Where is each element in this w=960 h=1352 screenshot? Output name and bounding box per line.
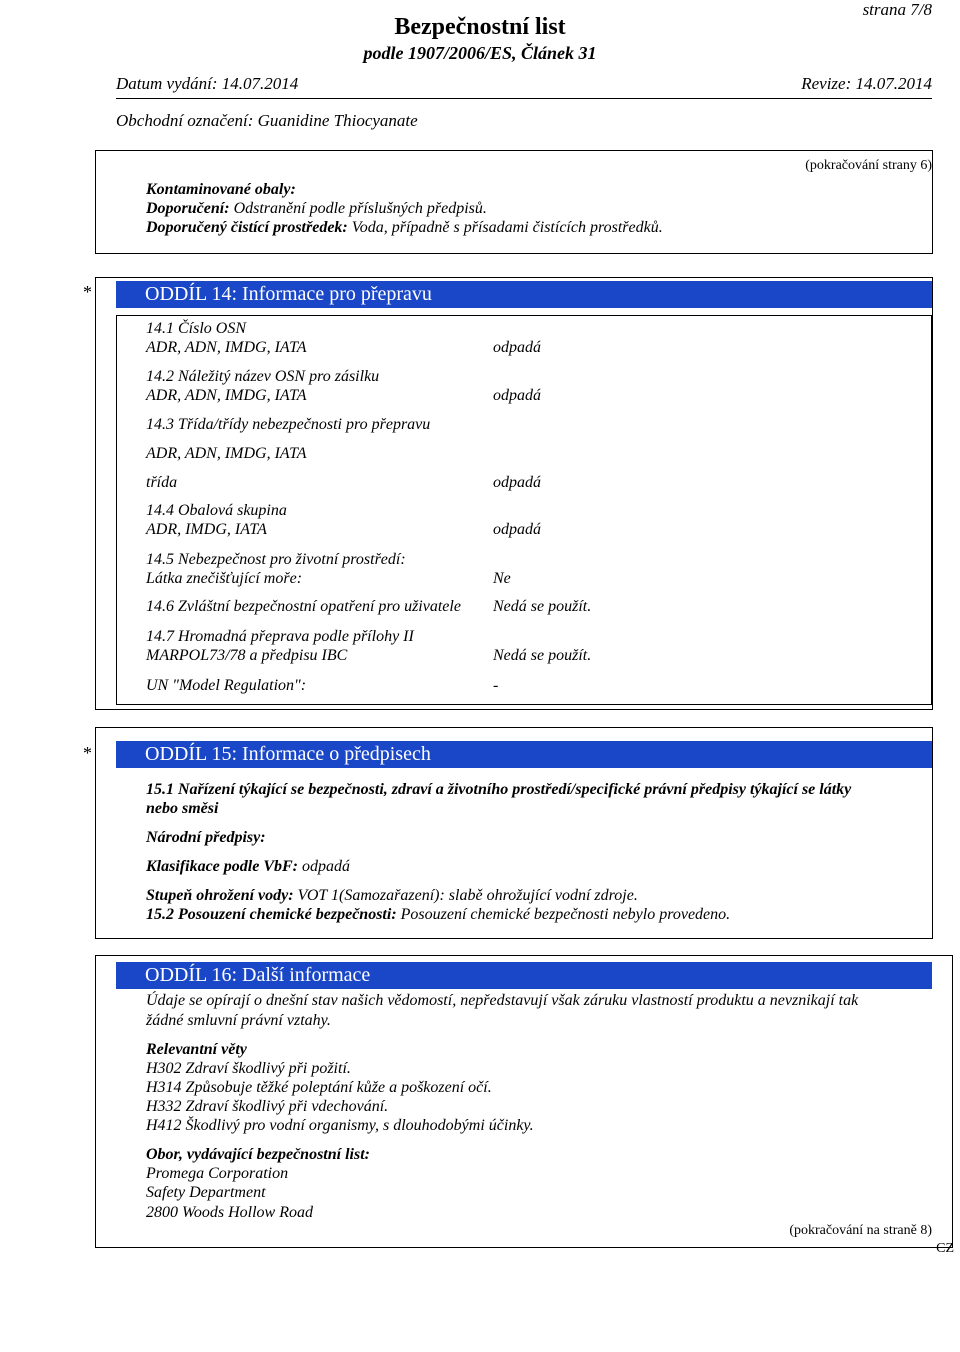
- relevant-phrases-heading: Relevantní věty: [146, 1041, 247, 1058]
- cleaning-agent-label: Doporučený čistící prostředek:: [146, 219, 348, 236]
- regulations-title-line2: nebo směsi: [146, 800, 219, 817]
- bulk-transport-title: 14.7 Hromadná přeprava podle přílohy II: [146, 628, 414, 645]
- issue-date: Datum vydání: 14.07.2014: [116, 74, 299, 93]
- recommendation-label: Doporučení:: [146, 200, 230, 217]
- language-code: CZ: [936, 1241, 954, 1256]
- bulk-transport-value: Nedá se použít.: [493, 647, 592, 664]
- phrase-h332: H332 Zdraví škodlivý při vdechování.: [146, 1098, 389, 1115]
- page-number: strana 7/8: [862, 0, 932, 19]
- chemical-safety-value: Posouzení chemické bezpečnosti nebylo provedeno.: [396, 906, 731, 923]
- revision-date: Revize: 14.07.2014: [801, 74, 932, 93]
- phrase-h314: H314 Způsobuje těžké poleptání kůže a poškození očí.: [146, 1079, 492, 1096]
- disclaimer-line2: žádné smluvní právní vztahy.: [146, 1012, 331, 1029]
- cleaning-agent-line: [146, 219, 663, 237]
- hazard-class-title: 14.3 Třída/třídy nebezpečnosti pro přepravu: [146, 416, 431, 433]
- issuer-address: 2800 Woods Hollow Road: [146, 1204, 313, 1221]
- cleaning-agent-value: Voda, případně s přísadami čistících prostředků.: [347, 219, 663, 236]
- un-number-value: odpadá: [493, 339, 541, 356]
- marine-pollutant-value: Ne: [493, 570, 511, 587]
- header-divider: [116, 98, 932, 99]
- bulk-transport-sub: MARPOL73/78 a předpisu IBC: [146, 647, 348, 664]
- regulations-title-line1: 15.1 Nařízení týkající se bezpečnosti, zdraví a životního prostředí/specifické právní předpisy týkající se látky: [146, 781, 852, 798]
- continuation-to: (pokračování na straně 8): [789, 1223, 932, 1238]
- issuer-company: Promega Corporation: [146, 1165, 289, 1182]
- un-number-title: 14.1 Číslo OSN: [146, 320, 247, 337]
- document-subtitle: podle 1907/2006/ES, Článek 31: [363, 43, 597, 63]
- un-model-regulation-value: -: [493, 677, 499, 694]
- shipping-name-title: 14.2 Náležitý název OSN pro zásilku: [146, 368, 380, 385]
- chemical-safety-label: 15.2 Posouzení chemické bezpečnosti:: [146, 906, 397, 923]
- document-title: Bezpečnostní list: [394, 14, 566, 40]
- continuation-from: (pokračování strany 6): [805, 158, 932, 173]
- shipping-name-value: odpadá: [493, 387, 541, 404]
- changed-marker: *: [83, 743, 92, 763]
- trade-name: Obchodní označení: Guanidine Thiocyanate: [116, 111, 418, 130]
- section-15-title: ODDÍL 15: Informace o předpisech: [116, 741, 932, 768]
- changed-marker: *: [83, 282, 92, 302]
- section-14-title: ODDÍL 14: Informace pro přepravu: [116, 281, 932, 308]
- marine-pollutant-label: Látka znečišťující moře:: [146, 570, 303, 587]
- recommendation-line: [146, 200, 487, 218]
- hazard-class-label: třída: [146, 474, 178, 491]
- vbf-value: odpadá: [297, 858, 350, 875]
- packing-group-title: 14.4 Obalová skupina: [146, 502, 287, 519]
- hazard-class-value: odpadá: [493, 474, 541, 491]
- water-hazard-label: Stupeň ohrožení vody:: [146, 887, 294, 904]
- issuer-heading: Obor, vydávající bezpečnostní list:: [146, 1146, 370, 1163]
- un-number-modes: ADR, ADN, IMDG, IATA: [146, 339, 307, 356]
- water-hazard-value: VOT 1(Samozařazení): slabě ohrožující vodní zdroje.: [293, 887, 638, 904]
- un-model-regulation-label: UN "Model Regulation":: [146, 677, 307, 694]
- chemical-safety-line: [146, 906, 730, 924]
- section-16-title: ODDÍL 16: Další informace: [116, 962, 932, 989]
- recommendation-value: Odstranění podle příslušných předpisů.: [229, 200, 487, 217]
- disclaimer-line1: Údaje se opírají o dnešní stav našich vědomostí, nepředstavují však záruku vlastností produktu a nevznikají tak: [146, 992, 859, 1009]
- environmental-hazard-title: 14.5 Nebezpečnost pro životní prostředí:: [146, 551, 406, 568]
- special-precautions-title: 14.6 Zvláštní bezpečnostní opatření pro uživatele: [146, 598, 461, 615]
- hazard-class-modes: ADR, ADN, IMDG, IATA: [146, 445, 307, 462]
- national-regulations-heading: Národní předpisy:: [146, 829, 266, 846]
- phrase-h412: H412 Škodlivý pro vodní organismy, s dlouhodobými účinky.: [146, 1117, 534, 1134]
- contaminated-packaging-heading: Kontaminované obaly:: [146, 181, 296, 198]
- packing-group-value: odpadá: [493, 521, 541, 538]
- vbf-line: [146, 858, 350, 876]
- phrase-h302: H302 Zdraví škodlivý při požití.: [146, 1060, 351, 1077]
- special-precautions-value: Nedá se použít.: [493, 598, 592, 615]
- packing-group-modes: ADR, IMDG, IATA: [146, 521, 267, 538]
- water-hazard-line: [146, 887, 638, 905]
- vbf-label: Klasifikace podle VbF:: [146, 858, 298, 875]
- shipping-name-modes: ADR, ADN, IMDG, IATA: [146, 387, 307, 404]
- issuer-department: Safety Department: [146, 1184, 266, 1201]
